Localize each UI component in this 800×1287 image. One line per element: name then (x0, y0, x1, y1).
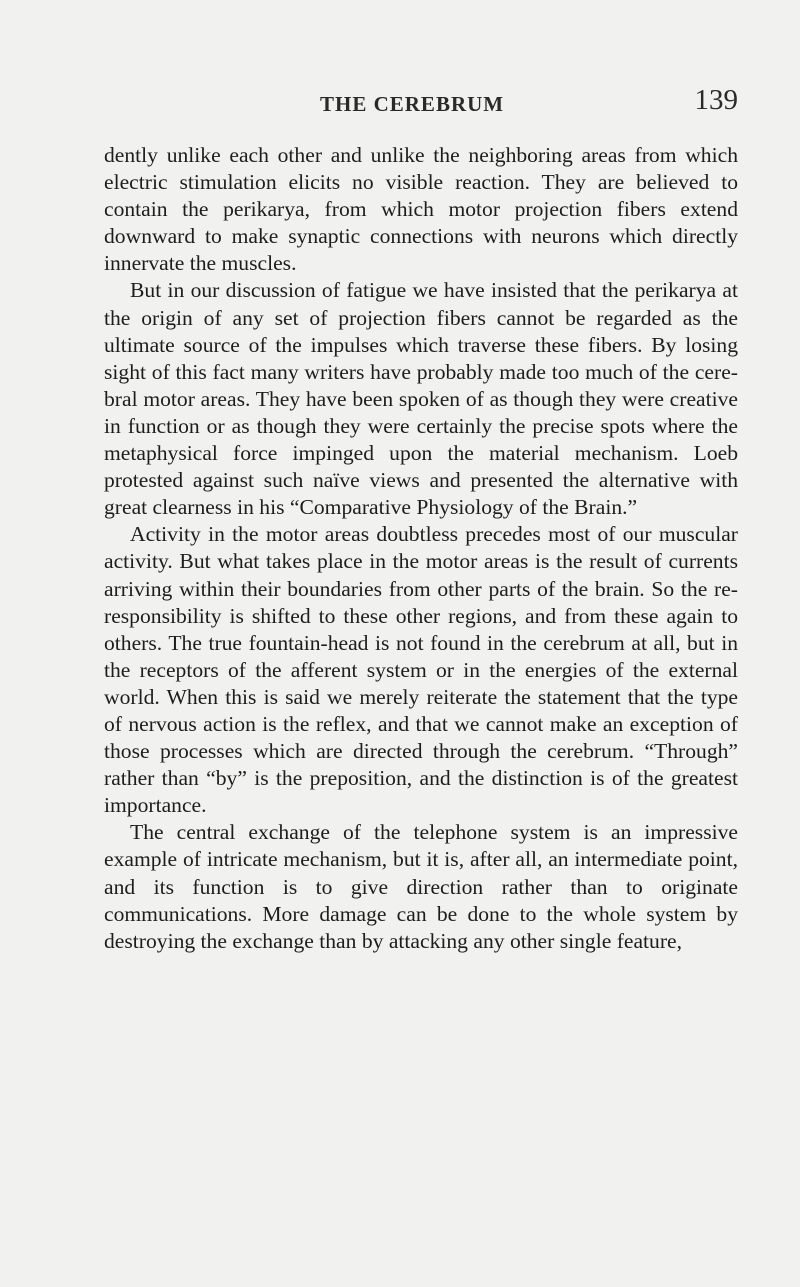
paragraph-continued: dently unlike each other and unlike the neighboring areas from which electric stimulation elicits no visible reaction. They are believed to contain the perikarya, from which motor projection fibers extend downward to make synaptic connections with neurons which directly innervate the muscles. (104, 143, 738, 276)
paragraph: But in our discussion of fatigue we have insisted that the perikarya at the origin of any set of projection fibers cannot be regarded as the ultimate source of the impulses which traverse these fibers. By losing sight of this fact many writers have probably made too much of the cerebral motor areas. They have been spoken of as though they were creative in function or as though they were certainly the precise spots where the metaphysical force impinged upon the material mechanism. Loeb protested against such naïve views and presented the alternative with great clearness in his “Comparative Physiology of the Brain.” (104, 278, 738, 520)
page-number: 139 (694, 84, 738, 116)
running-head (104, 84, 738, 124)
running-title: THE CEREBRUM (320, 92, 505, 116)
body-text (104, 142, 738, 955)
paragraph: Activity in the motor areas doubtless precedes most of our muscular activity. But what takes place in the motor areas is the result of currents arriving within their boundaries from other parts of the brain. So the reresponsibility is shifted to these other regions, and from these again to others. The true fountain-head is not found in the cerebrum at all, but in the receptors of the afferent system or in the energies of the external world. When this is said we merely reiterate the statement that the type of nervous action is the reflex, and that we cannot make an exception of those processes which are directed through the cerebrum. “Through” rather than “by” is the preposition, and the distinction is of the greatest importance. (104, 522, 738, 818)
paragraph: The central exchange of the telephone system is an impressive example of intricate mechanism, but it is, after all, an intermediate point, and its function is to give direction rather than to originate communications. More damage can be done to the whole system by destroying the exchange than by attacking any other single feature, (104, 820, 738, 953)
